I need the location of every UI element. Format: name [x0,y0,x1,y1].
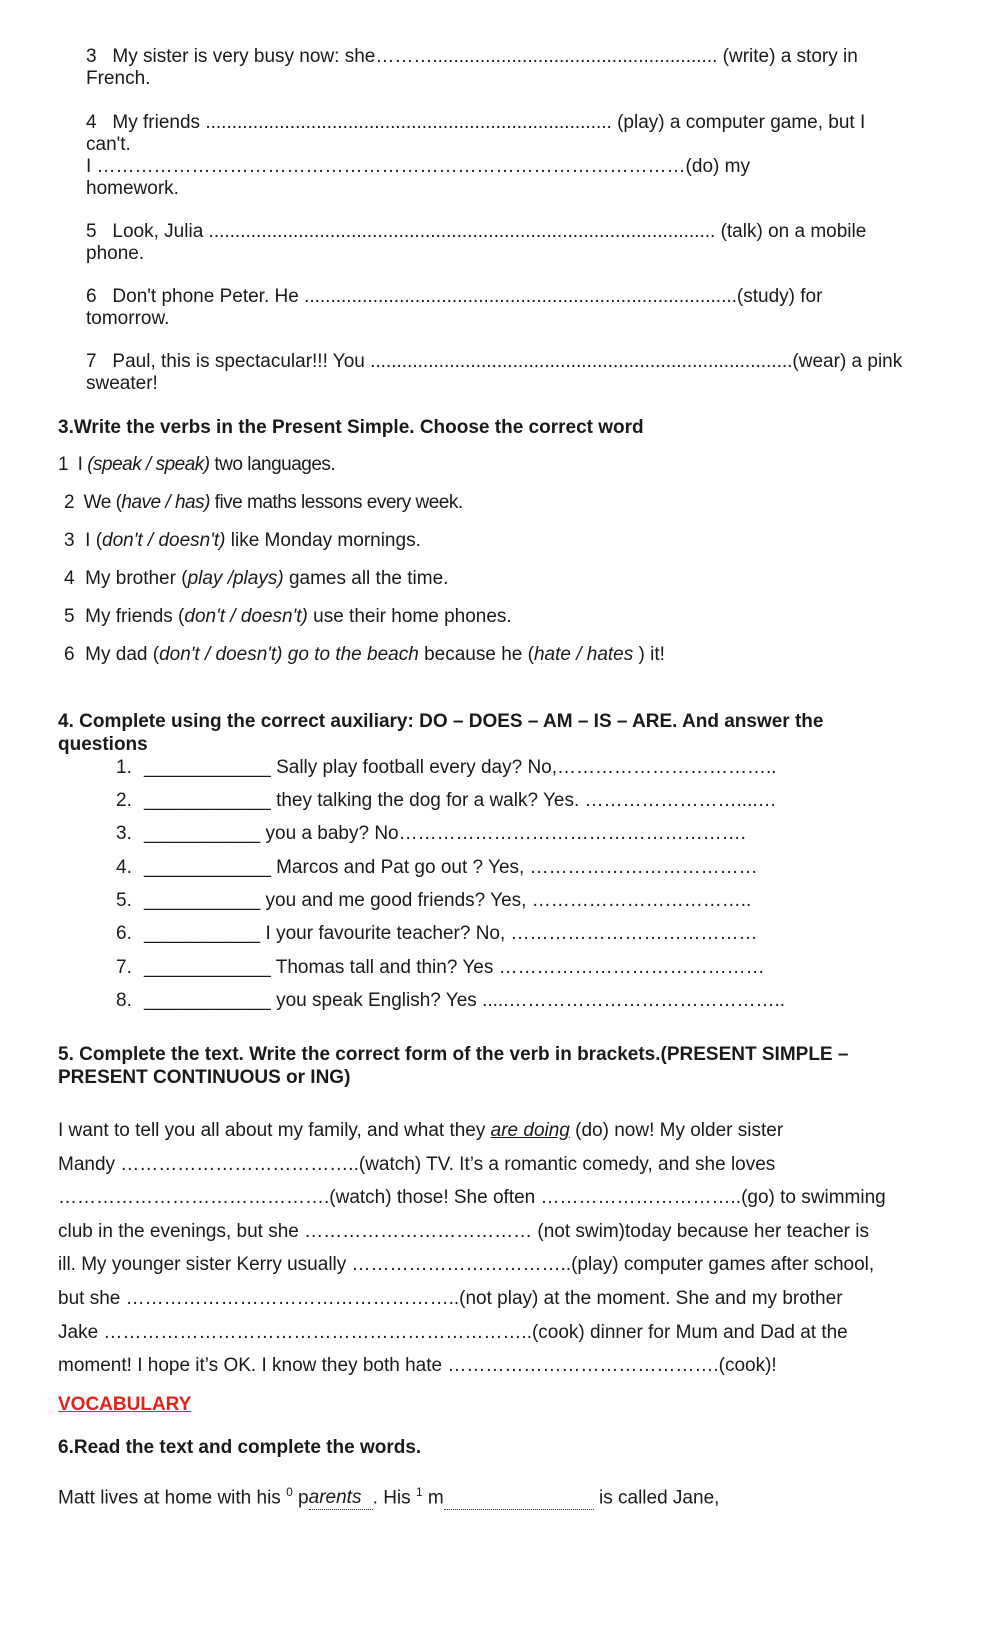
s3-item-4[interactable]: 4 My brother (play /plays) games all the time. [64,568,449,589]
word-1-blank[interactable] [444,1486,594,1510]
s5-line[interactable]: moment! I hope it’s OK. I know they both hate …………………………………….(cook)! [58,1355,777,1377]
item-6-cont: tomorrow. [86,308,170,329]
s4-item-1[interactable]: 1. ____________ Sally play football every day? No,…………………………….. [116,757,777,778]
word-0-answer: arents [309,1486,373,1510]
section-6-text: Matt lives at home with his $^0$ parents . His $^1$ m is called Jane, [58,1485,720,1509]
item-text[interactable]: Paul, this is spectacular!!! You ................................................................................(wear) a pink [112,351,903,372]
s3-item-6[interactable]: 6 My dad (don't / doesn't) go to the beach because he (hate / hates ) it! [64,644,665,665]
section-3-heading: 3.Write the verbs in the Present Simple. Choose the correct word [58,417,644,438]
item-text[interactable]: My friends ............................................................................. (play) a computer game, but I [112,112,866,133]
s3-item-1[interactable]: 1 I (speak / speak) two languages. [58,454,336,475]
section-5-heading-cont: PRESENT CONTINUOUS or ING) [58,1067,351,1088]
s5-line[interactable]: Jake …………………………………………………………..(cook) dinner for Mum and Dad at the [58,1321,848,1343]
section-4-heading: 4. Complete using the correct auxiliary: DO – DOES – AM – IS – ARE. And answer the [58,711,824,732]
s4-item-8[interactable]: 8. ____________ you speak English? Yes .....…………………………………….. [116,990,786,1011]
s5-line[interactable]: Mandy ………………………………..(watch) TV. It’s a romantic comedy, and she loves [58,1153,776,1175]
item-7-cont: sweater! [86,373,158,394]
s5-line[interactable]: club in the evenings, but she ……………………………… (not swim)today because her teacher is [58,1220,869,1242]
item-4-cont: can't. [86,134,131,155]
item-4-line3[interactable]: I …………………………………………………………………………………(do) my [86,156,750,177]
item-4-line4: homework. [86,178,179,199]
section-5-heading: 5. Complete the text. Write the correct form of the verb in brackets.(PRESENT SIMPLE – [58,1044,849,1065]
s4-item-4[interactable]: 4. ____________ Marcos and Pat go out ? Yes, ……………………………… [116,857,758,878]
s4-item-2[interactable]: 2. ____________ they talking the dog for a walk? Yes. ……………………....… [116,790,777,811]
item-5-cont: phone. [86,243,145,264]
section-5-text [58,1114,938,1383]
s5-line[interactable]: …………………………………….(watch) those! She often …………………………..(go) to swimming [58,1187,886,1209]
s3-item-3[interactable]: 3 I (don't / doesn't) like Monday mornings. [64,530,421,551]
item-text[interactable]: My sister is very busy now: she………...................................................... (write) a story in [112,46,858,67]
s3-item-5[interactable]: 5 My friends (don't / doesn't) use their home phones. [64,606,512,627]
s4-item-6[interactable]: 6. ___________ I your favourite teacher? No, ………………………………… [116,923,758,944]
item-text[interactable]: Look, Julia ................................................................................................ (talk) on a mobile [112,221,867,242]
section-4-heading-cont: questions [58,734,148,755]
example-answer: are doing [490,1120,570,1141]
item-3-cont: French. [86,68,151,89]
item-7: 7 Paul, this is spectacular!!! You ................................................................................(wear) a pink [86,351,903,372]
section-6-heading: 6.Read the text and complete the words. [58,1437,422,1458]
item-3: 3 My sister is very busy now: she………...................................................... (write) a story in [86,46,858,67]
s4-item-3[interactable]: 3. ___________ you a baby? No………………………………………………. [116,823,746,844]
item-4: 4 My friends ............................................................................. (play) a computer game, but I [86,112,866,133]
s5-line[interactable]: ill. My younger sister Kerry usually ……………………………..(play) computer games after school, [58,1254,875,1276]
s3-item-2[interactable]: 2 We (have / has) five maths lessons every week. [64,492,463,513]
s5-line[interactable]: but she ……………………………………………..(not play) at the moment. She and my brother [58,1287,843,1309]
s4-item-7[interactable]: 7. ____________ Thomas tall and thin? Yes …………………………………… [116,957,765,978]
item-6: 6 Don't phone Peter. He ..................................................................................(study) for [86,286,823,307]
item-5: 5 Look, Julia ................................................................................................ (talk) on a mobile [86,221,867,242]
vocabulary-title: VOCABULARY [58,1394,192,1415]
item-text[interactable]: Don't phone Peter. He ..................................................................................(study) for [112,286,823,307]
s4-item-5[interactable]: 5. ___________ you and me good friends? Yes, …………………………….. [116,890,752,911]
s5-line: I want to tell you all about my family, and what they are doing (do) now! My older sister [58,1120,784,1141]
